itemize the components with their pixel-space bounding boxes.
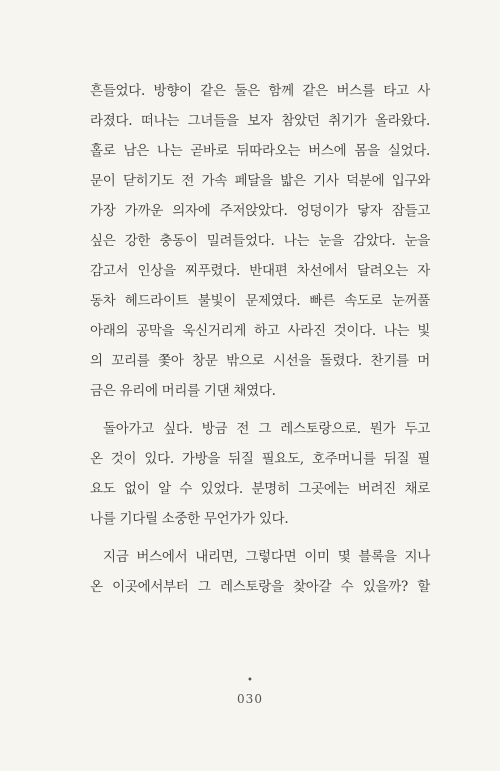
- text-line: 감고서 인상을 찌푸렸다. 반대편 차선에서 달려오는 자: [90, 263, 430, 279]
- page-footer: [0, 676, 500, 706]
- text-line: 흔들었다. 방향이 같은 둘은 함께 같은 버스를 타고 사: [90, 83, 430, 99]
- text-line: 요도 없이 알 수 있었다. 분명히 그곳에는 버려진 채로: [90, 481, 430, 497]
- text-line: 온 것이 있다. 가방을 뒤질 필요도, 호주머니를 뒤질 필: [90, 451, 430, 467]
- text-line: 나를 기다릴 소중한 무언가가 있다.: [90, 511, 289, 527]
- ornament-dot: •: [247, 675, 253, 686]
- text-line: 라졌다. 떠나는 그녀들을 보자 참았던 취기가 올라왔다.: [90, 113, 430, 129]
- text-line: 가장 가까운 의자에 주저앉았다. 엉덩이가 닿자 잠들고: [90, 203, 430, 219]
- text-line: 돌아가고 싶다. 방금 전 그 레스토랑으로. 뭔가 두고: [103, 421, 430, 437]
- text-line: 아래의 공막을 욱신거리게 하고 사라진 것이다. 나는 빛: [90, 323, 430, 339]
- body-text: [90, 76, 430, 602]
- text-line: 동차 헤드라이트 불빛이 문제였다. 빠른 속도로 눈꺼풀: [90, 293, 430, 309]
- text-line: 싶은 강한 충동이 밀려들었다. 나는 눈을 감았다. 눈을: [90, 233, 430, 249]
- text-line: 홀로 남은 나는 곧바로 뒤따라오는 버스에 몸을 실었다.: [90, 143, 430, 159]
- text-line: 지금 버스에서 내리면, 그렇다면 이미 몇 블록을 지나: [103, 549, 430, 565]
- text-line: 문이 닫히기도 전 가속 페달을 밟은 기사 덕분에 입구와: [90, 173, 430, 189]
- text-line: 금은 유리에 머리를 기댄 채였다.: [90, 383, 276, 399]
- text-line: 의 꼬리를 쫓아 창문 밖으로 시선을 돌렸다. 찬기를 머: [90, 353, 430, 369]
- page-number: 030: [237, 692, 263, 706]
- text-line: 온 이곳에서부터 그 레스토랑을 찾아갈 수 있을까? 할: [90, 579, 430, 595]
